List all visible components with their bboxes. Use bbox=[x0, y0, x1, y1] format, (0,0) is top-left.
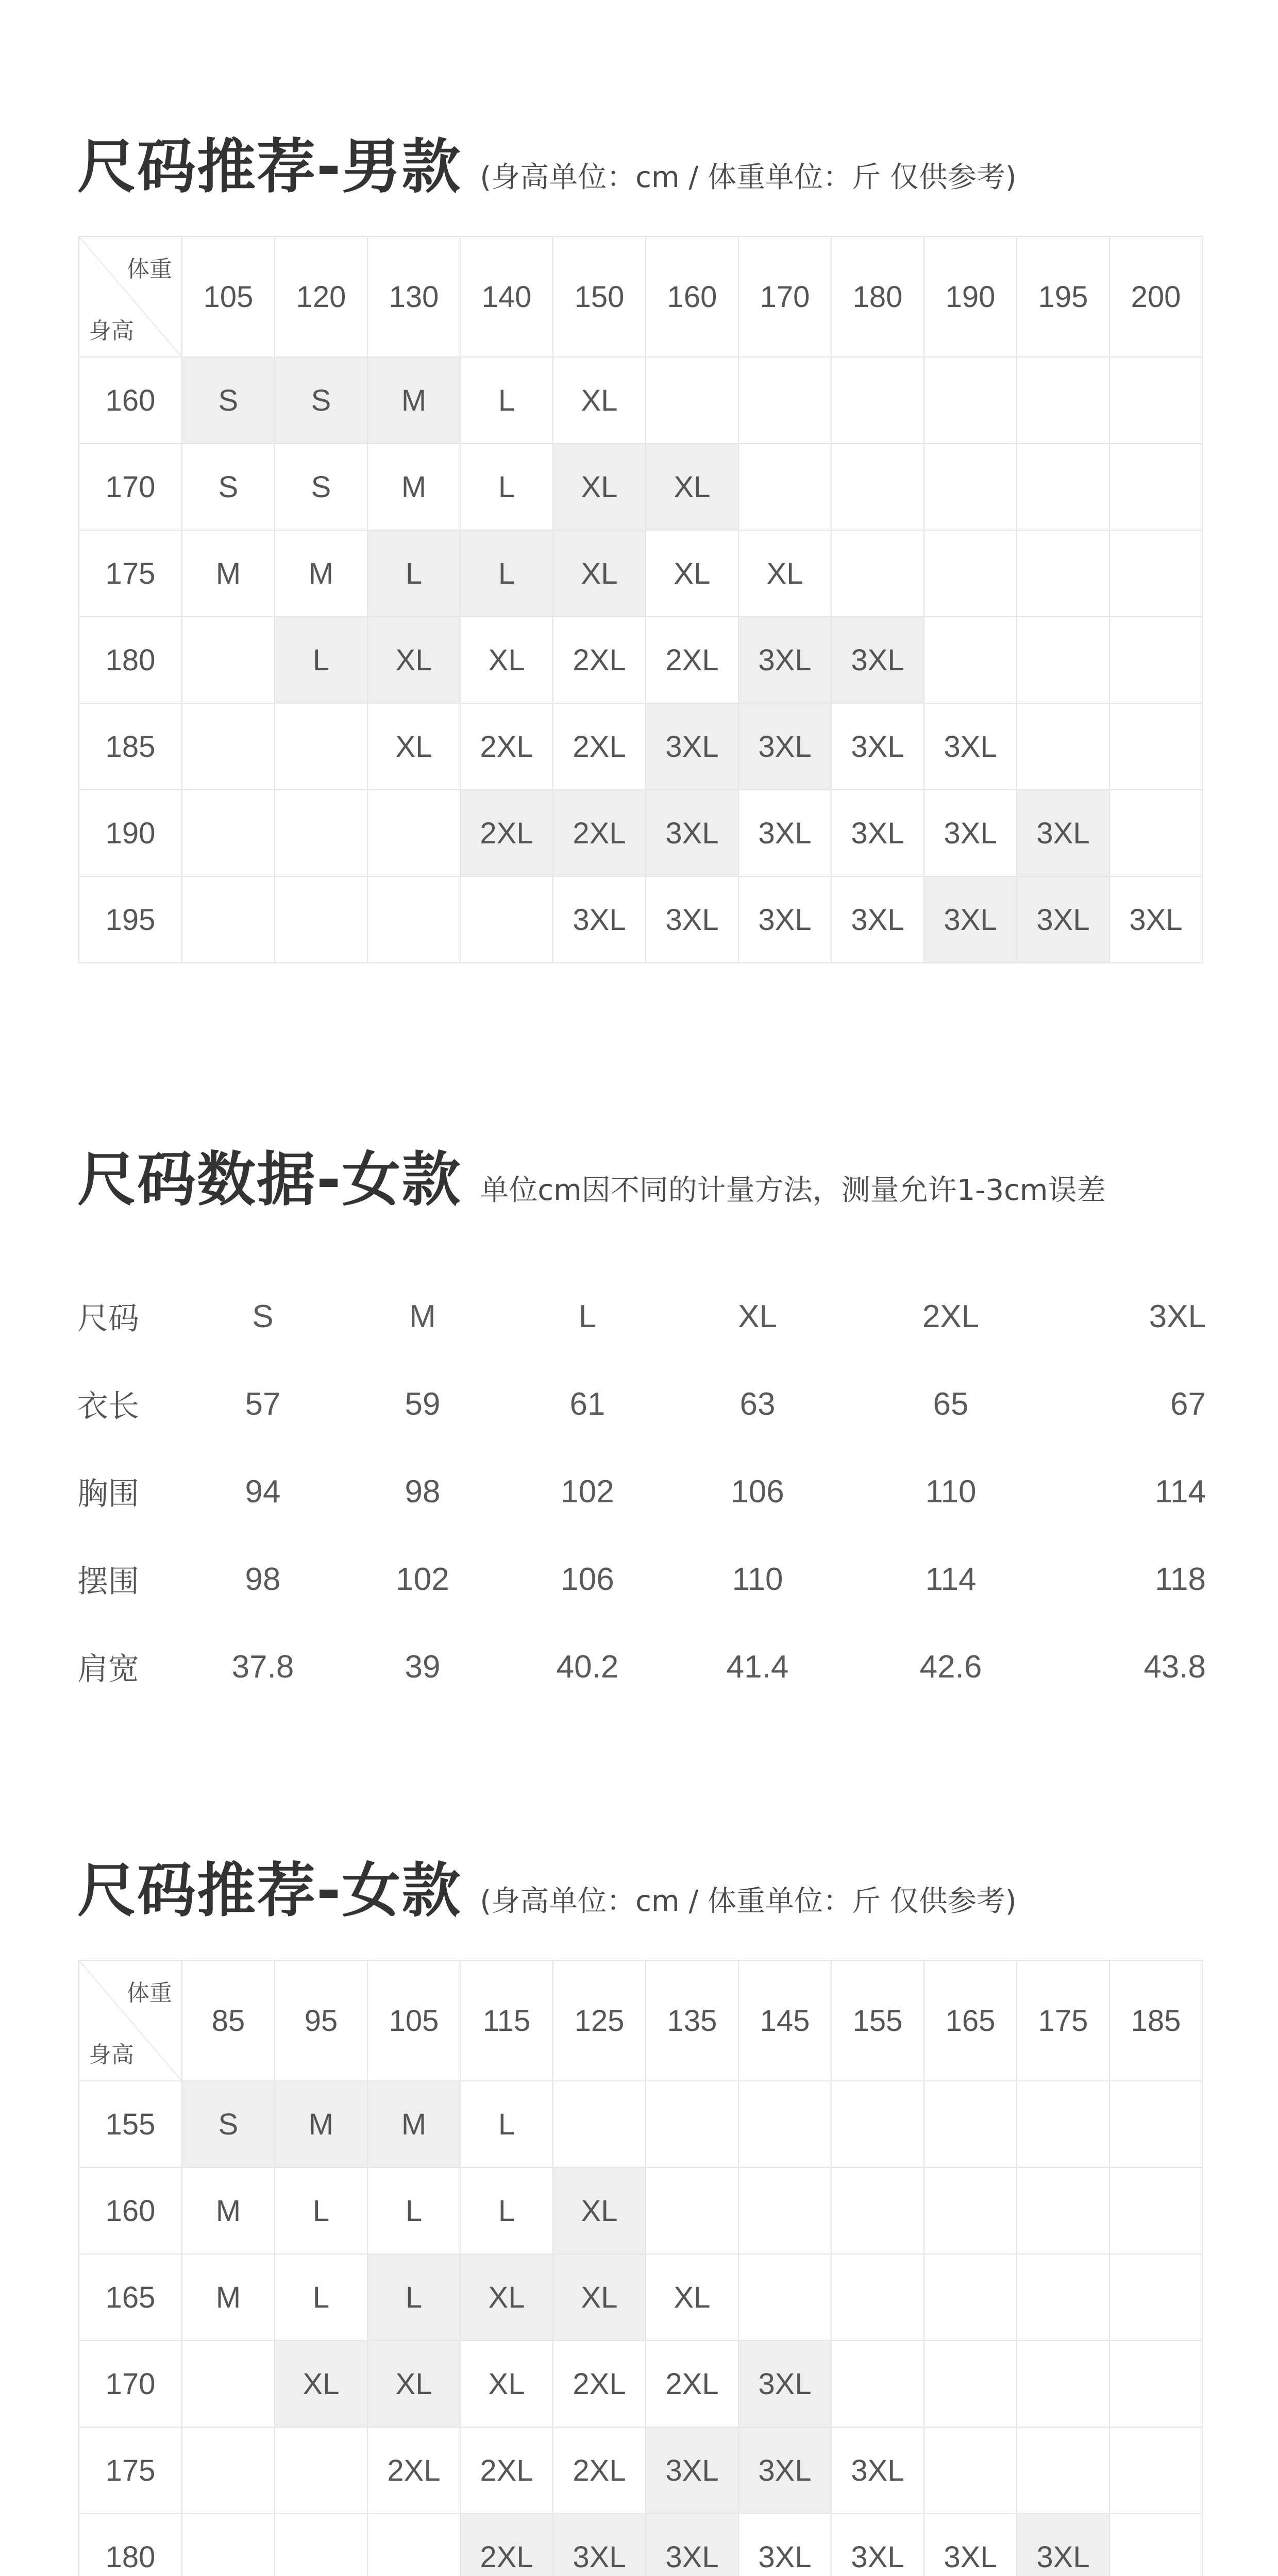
measurement-value: 114 bbox=[1155, 1473, 1206, 1510]
size-cell bbox=[1017, 2254, 1109, 2341]
size-cell bbox=[275, 2514, 367, 2576]
measurement-value: 110 bbox=[732, 1561, 783, 1597]
size-cell: XL bbox=[646, 2254, 738, 2341]
weight-header: 200 bbox=[1109, 236, 1202, 357]
measurement-value: 40.2 bbox=[556, 1649, 619, 1685]
size-cell: 2XL bbox=[553, 703, 646, 790]
weight-header: 135 bbox=[646, 1960, 738, 2081]
size-cell: M bbox=[367, 444, 460, 530]
size-cell bbox=[182, 2427, 275, 2514]
size-cell bbox=[1017, 444, 1109, 530]
size-cell bbox=[1109, 790, 1202, 876]
measurement-value: 41.4 bbox=[726, 1649, 789, 1685]
women-size-grid bbox=[78, 1960, 1203, 2576]
size-cell: L bbox=[460, 530, 553, 617]
measurement-value: 94 bbox=[245, 1473, 281, 1510]
measurement-label: 衣长 bbox=[77, 1388, 139, 1425]
measurement-value: 110 bbox=[925, 1473, 977, 1510]
measurement-label: 尺码 bbox=[77, 1301, 139, 1337]
women-recommend-title-block bbox=[77, 1843, 1017, 1928]
women-measurement-table bbox=[77, 1273, 1206, 1710]
size-cell bbox=[182, 703, 275, 790]
height-header: 190 bbox=[79, 790, 182, 876]
size-cell: 2XL bbox=[460, 2514, 553, 2576]
size-cell: 2XL bbox=[553, 617, 646, 703]
measurement-row bbox=[77, 1535, 1206, 1623]
measurement-value: 98 bbox=[405, 1473, 441, 1510]
size-row bbox=[79, 2081, 1202, 2167]
size-cell bbox=[1109, 703, 1202, 790]
size-cell bbox=[738, 357, 831, 444]
women-recommend-title: 尺码推荐-女款 bbox=[77, 1856, 462, 1925]
size-row bbox=[79, 2341, 1202, 2427]
height-header: 175 bbox=[79, 2427, 182, 2514]
women-data-title-block bbox=[77, 1132, 1105, 1217]
size-cell: XL bbox=[460, 2341, 553, 2427]
size-cell bbox=[831, 530, 924, 617]
size-cell: L bbox=[367, 2167, 460, 2254]
size-cell bbox=[924, 2427, 1017, 2514]
size-cell: S bbox=[182, 357, 275, 444]
height-header: 165 bbox=[79, 2254, 182, 2341]
weight-header: 95 bbox=[275, 1960, 367, 2081]
women-data-note: 单位cm因不同的计量方法，测量允许1-3cm误差 bbox=[480, 1174, 1106, 1207]
height-axis-label: 身高 bbox=[89, 2042, 134, 2068]
size-cell: 3XL bbox=[646, 2427, 738, 2514]
size-row bbox=[79, 617, 1202, 703]
weight-header: 115 bbox=[460, 1960, 553, 2081]
size-cell bbox=[367, 790, 460, 876]
measurement-value: S bbox=[252, 1298, 274, 1334]
measurement-row bbox=[77, 1623, 1206, 1710]
weight-header: 140 bbox=[460, 236, 553, 357]
size-cell bbox=[1017, 2081, 1109, 2167]
height-header: 195 bbox=[79, 876, 182, 963]
measurement-value: 106 bbox=[561, 1561, 614, 1597]
size-cell: 3XL bbox=[924, 2514, 1017, 2576]
weight-header: 175 bbox=[1017, 1960, 1109, 2081]
size-cell bbox=[646, 2081, 738, 2167]
weight-header: 85 bbox=[182, 1960, 275, 2081]
size-cell bbox=[831, 357, 924, 444]
size-cell: L bbox=[367, 530, 460, 617]
size-cell: 3XL bbox=[646, 703, 738, 790]
men-recommend-note: (身高单位：cm / 体重单位：斤 仅供参考) bbox=[480, 161, 1017, 194]
size-cell: M bbox=[275, 530, 367, 617]
weight-header: 165 bbox=[924, 1960, 1017, 2081]
size-cell: 3XL bbox=[831, 2427, 924, 2514]
measurement-row bbox=[77, 1273, 1206, 1360]
measurement-row bbox=[77, 1448, 1206, 1535]
size-cell: M bbox=[275, 2081, 367, 2167]
size-cell bbox=[1017, 703, 1109, 790]
size-row bbox=[79, 357, 1202, 444]
size-cell: 3XL bbox=[924, 876, 1017, 963]
height-header: 160 bbox=[79, 357, 182, 444]
height-header: 155 bbox=[79, 2081, 182, 2167]
weight-header: 105 bbox=[367, 1960, 460, 2081]
size-cell bbox=[1109, 2081, 1202, 2167]
size-row bbox=[79, 2254, 1202, 2341]
size-cell: 3XL bbox=[646, 790, 738, 876]
size-cell bbox=[831, 2167, 924, 2254]
size-cell bbox=[1017, 2341, 1109, 2427]
measurement-value: 43.8 bbox=[1144, 1649, 1206, 1685]
size-cell: 3XL bbox=[831, 617, 924, 703]
size-cell bbox=[1109, 2427, 1202, 2514]
size-cell bbox=[1017, 617, 1109, 703]
size-cell: L bbox=[367, 2254, 460, 2341]
size-cell bbox=[924, 357, 1017, 444]
size-row bbox=[79, 790, 1202, 876]
size-cell: M bbox=[182, 2167, 275, 2254]
height-header: 175 bbox=[79, 530, 182, 617]
size-cell bbox=[924, 530, 1017, 617]
measurement-value: 98 bbox=[245, 1561, 281, 1597]
size-cell: XL bbox=[738, 530, 831, 617]
height-header: 170 bbox=[79, 2341, 182, 2427]
size-cell bbox=[738, 444, 831, 530]
size-cell: M bbox=[182, 530, 275, 617]
size-cell bbox=[1109, 2514, 1202, 2576]
size-cell: XL bbox=[367, 2341, 460, 2427]
size-cell bbox=[367, 876, 460, 963]
size-cell: 2XL bbox=[367, 2427, 460, 2514]
size-cell: XL bbox=[646, 444, 738, 530]
weight-header-row bbox=[79, 236, 1202, 357]
size-cell bbox=[275, 703, 367, 790]
measurement-value: 37.8 bbox=[231, 1649, 294, 1685]
weight-header-row bbox=[79, 1960, 1202, 2081]
size-cell: 2XL bbox=[460, 2427, 553, 2514]
size-cell bbox=[1109, 2341, 1202, 2427]
weight-header: 160 bbox=[646, 236, 738, 357]
weight-axis-label: 体重 bbox=[127, 1980, 172, 2006]
size-cell: 2XL bbox=[460, 703, 553, 790]
size-cell: 2XL bbox=[553, 2427, 646, 2514]
size-cell: 3XL bbox=[1017, 790, 1109, 876]
size-row bbox=[79, 876, 1202, 963]
size-cell: 3XL bbox=[738, 876, 831, 963]
measurement-value: XL bbox=[738, 1298, 777, 1334]
measurement-value: 59 bbox=[405, 1386, 441, 1422]
size-cell bbox=[831, 2081, 924, 2167]
size-cell: L bbox=[275, 617, 367, 703]
size-cell bbox=[1109, 530, 1202, 617]
weight-header: 185 bbox=[1109, 1960, 1202, 2081]
size-cell bbox=[646, 2167, 738, 2254]
size-cell bbox=[646, 357, 738, 444]
size-cell bbox=[924, 617, 1017, 703]
size-cell: 3XL bbox=[553, 2514, 646, 2576]
measurement-label: 摆围 bbox=[77, 1564, 139, 1600]
size-cell bbox=[460, 876, 553, 963]
size-cell bbox=[924, 2254, 1017, 2341]
height-axis-label: 身高 bbox=[89, 318, 134, 344]
size-cell: L bbox=[275, 2167, 367, 2254]
men-recommend-title: 尺码推荐-男款 bbox=[77, 132, 462, 201]
measurement-value: 118 bbox=[1155, 1561, 1206, 1597]
size-cell bbox=[924, 444, 1017, 530]
size-cell bbox=[924, 2167, 1017, 2254]
size-cell: 3XL bbox=[738, 2514, 831, 2576]
size-cell bbox=[1109, 2254, 1202, 2341]
measurement-value: 3XL bbox=[1149, 1298, 1206, 1334]
size-cell bbox=[553, 2081, 646, 2167]
size-row bbox=[79, 703, 1202, 790]
size-cell bbox=[275, 2427, 367, 2514]
size-cell: L bbox=[460, 2167, 553, 2254]
size-cell bbox=[738, 2081, 831, 2167]
size-cell: XL bbox=[553, 444, 646, 530]
size-cell bbox=[831, 2254, 924, 2341]
size-cell bbox=[1109, 444, 1202, 530]
size-cell: S bbox=[182, 2081, 275, 2167]
size-cell: 3XL bbox=[831, 876, 924, 963]
size-cell bbox=[1017, 357, 1109, 444]
size-cell: M bbox=[367, 357, 460, 444]
size-cell bbox=[738, 2254, 831, 2341]
women-data-title: 尺码数据-女款 bbox=[77, 1145, 462, 1214]
measurement-value: 39 bbox=[405, 1649, 441, 1685]
size-row bbox=[79, 444, 1202, 530]
measurement-value: 2XL bbox=[922, 1298, 980, 1334]
size-cell: XL bbox=[367, 617, 460, 703]
size-cell bbox=[1109, 617, 1202, 703]
measurement-value: 42.6 bbox=[919, 1649, 982, 1685]
corner-cell bbox=[79, 236, 182, 357]
measurement-value: L bbox=[578, 1298, 597, 1334]
size-cell bbox=[367, 2514, 460, 2576]
men-recommend-title-block bbox=[77, 120, 1017, 204]
size-cell: 2XL bbox=[646, 2341, 738, 2427]
size-cell: 3XL bbox=[738, 703, 831, 790]
corner-cell bbox=[79, 1960, 182, 2081]
measurement-value: 61 bbox=[569, 1386, 606, 1422]
size-cell: XL bbox=[553, 530, 646, 617]
size-cell bbox=[182, 790, 275, 876]
size-cell: 3XL bbox=[738, 2427, 831, 2514]
size-cell bbox=[1017, 530, 1109, 617]
size-cell bbox=[738, 2167, 831, 2254]
size-cell: 2XL bbox=[553, 790, 646, 876]
weight-header: 125 bbox=[553, 1960, 646, 2081]
measurement-row bbox=[77, 1360, 1206, 1448]
size-cell: 3XL bbox=[646, 876, 738, 963]
height-header: 180 bbox=[79, 617, 182, 703]
size-cell: 3XL bbox=[831, 703, 924, 790]
size-cell: XL bbox=[553, 357, 646, 444]
measurement-value: 102 bbox=[396, 1561, 449, 1597]
size-row bbox=[79, 530, 1202, 617]
size-cell bbox=[182, 2341, 275, 2427]
size-cell: 2XL bbox=[460, 790, 553, 876]
measurement-value: 57 bbox=[245, 1386, 281, 1422]
size-cell: 3XL bbox=[738, 790, 831, 876]
size-cell bbox=[831, 444, 924, 530]
size-cell: S bbox=[182, 444, 275, 530]
size-cell bbox=[831, 2341, 924, 2427]
size-cell: XL bbox=[553, 2254, 646, 2341]
height-header: 170 bbox=[79, 444, 182, 530]
size-cell bbox=[924, 2341, 1017, 2427]
weight-header: 155 bbox=[831, 1960, 924, 2081]
size-cell: M bbox=[367, 2081, 460, 2167]
weight-header: 105 bbox=[182, 236, 275, 357]
weight-header: 120 bbox=[275, 236, 367, 357]
measurement-label: 胸围 bbox=[77, 1476, 139, 1512]
weight-header: 145 bbox=[738, 1960, 831, 2081]
size-cell: 3XL bbox=[831, 2514, 924, 2576]
measurement-value: 65 bbox=[933, 1386, 969, 1422]
size-cell: 3XL bbox=[1109, 876, 1202, 963]
size-cell: M bbox=[182, 2254, 275, 2341]
weight-header: 150 bbox=[553, 236, 646, 357]
size-cell: 3XL bbox=[1017, 876, 1109, 963]
women-recommend-note: (身高单位：cm / 体重单位：斤 仅供参考) bbox=[480, 1885, 1017, 1918]
men-size-grid bbox=[78, 236, 1203, 963]
weight-axis-label: 体重 bbox=[127, 256, 172, 282]
size-cell: 3XL bbox=[1017, 2514, 1109, 2576]
size-cell: XL bbox=[646, 530, 738, 617]
size-cell: L bbox=[460, 2081, 553, 2167]
size-cell bbox=[275, 876, 367, 963]
size-cell bbox=[182, 2514, 275, 2576]
size-cell: 3XL bbox=[646, 2514, 738, 2576]
weight-header: 195 bbox=[1017, 236, 1109, 357]
measurement-value: 106 bbox=[731, 1473, 784, 1510]
weight-header: 130 bbox=[367, 236, 460, 357]
measurement-value: 114 bbox=[925, 1561, 977, 1597]
size-cell bbox=[275, 790, 367, 876]
size-cell bbox=[924, 2081, 1017, 2167]
size-cell: XL bbox=[460, 2254, 553, 2341]
measurement-value: 63 bbox=[739, 1386, 776, 1422]
measurement-value: M bbox=[409, 1298, 436, 1334]
height-header: 180 bbox=[79, 2514, 182, 2576]
size-cell bbox=[1109, 357, 1202, 444]
size-cell: XL bbox=[460, 617, 553, 703]
size-row bbox=[79, 2514, 1202, 2576]
size-cell bbox=[182, 876, 275, 963]
weight-header: 170 bbox=[738, 236, 831, 357]
size-cell bbox=[1017, 2427, 1109, 2514]
size-cell: XL bbox=[367, 703, 460, 790]
weight-header: 190 bbox=[924, 236, 1017, 357]
size-cell: L bbox=[460, 357, 553, 444]
size-cell: L bbox=[275, 2254, 367, 2341]
size-cell: 3XL bbox=[738, 617, 831, 703]
measurement-value: 67 bbox=[1170, 1386, 1206, 1422]
size-cell: 3XL bbox=[924, 703, 1017, 790]
measurement-label: 肩宽 bbox=[77, 1651, 139, 1687]
height-header: 185 bbox=[79, 703, 182, 790]
size-cell: S bbox=[275, 357, 367, 444]
size-cell: 2XL bbox=[553, 2341, 646, 2427]
size-cell: 3XL bbox=[831, 790, 924, 876]
size-row bbox=[79, 2167, 1202, 2254]
size-cell: 2XL bbox=[646, 617, 738, 703]
size-row bbox=[79, 2427, 1202, 2514]
size-cell: 3XL bbox=[924, 790, 1017, 876]
size-cell bbox=[1017, 2167, 1109, 2254]
size-cell: 3XL bbox=[553, 876, 646, 963]
size-cell: 3XL bbox=[738, 2341, 831, 2427]
weight-header: 180 bbox=[831, 236, 924, 357]
size-cell: L bbox=[460, 444, 553, 530]
size-cell: XL bbox=[553, 2167, 646, 2254]
height-header: 160 bbox=[79, 2167, 182, 2254]
size-cell bbox=[182, 617, 275, 703]
size-cell: S bbox=[275, 444, 367, 530]
measurement-value: 102 bbox=[561, 1473, 614, 1510]
size-cell bbox=[1109, 2167, 1202, 2254]
size-cell: XL bbox=[275, 2341, 367, 2427]
